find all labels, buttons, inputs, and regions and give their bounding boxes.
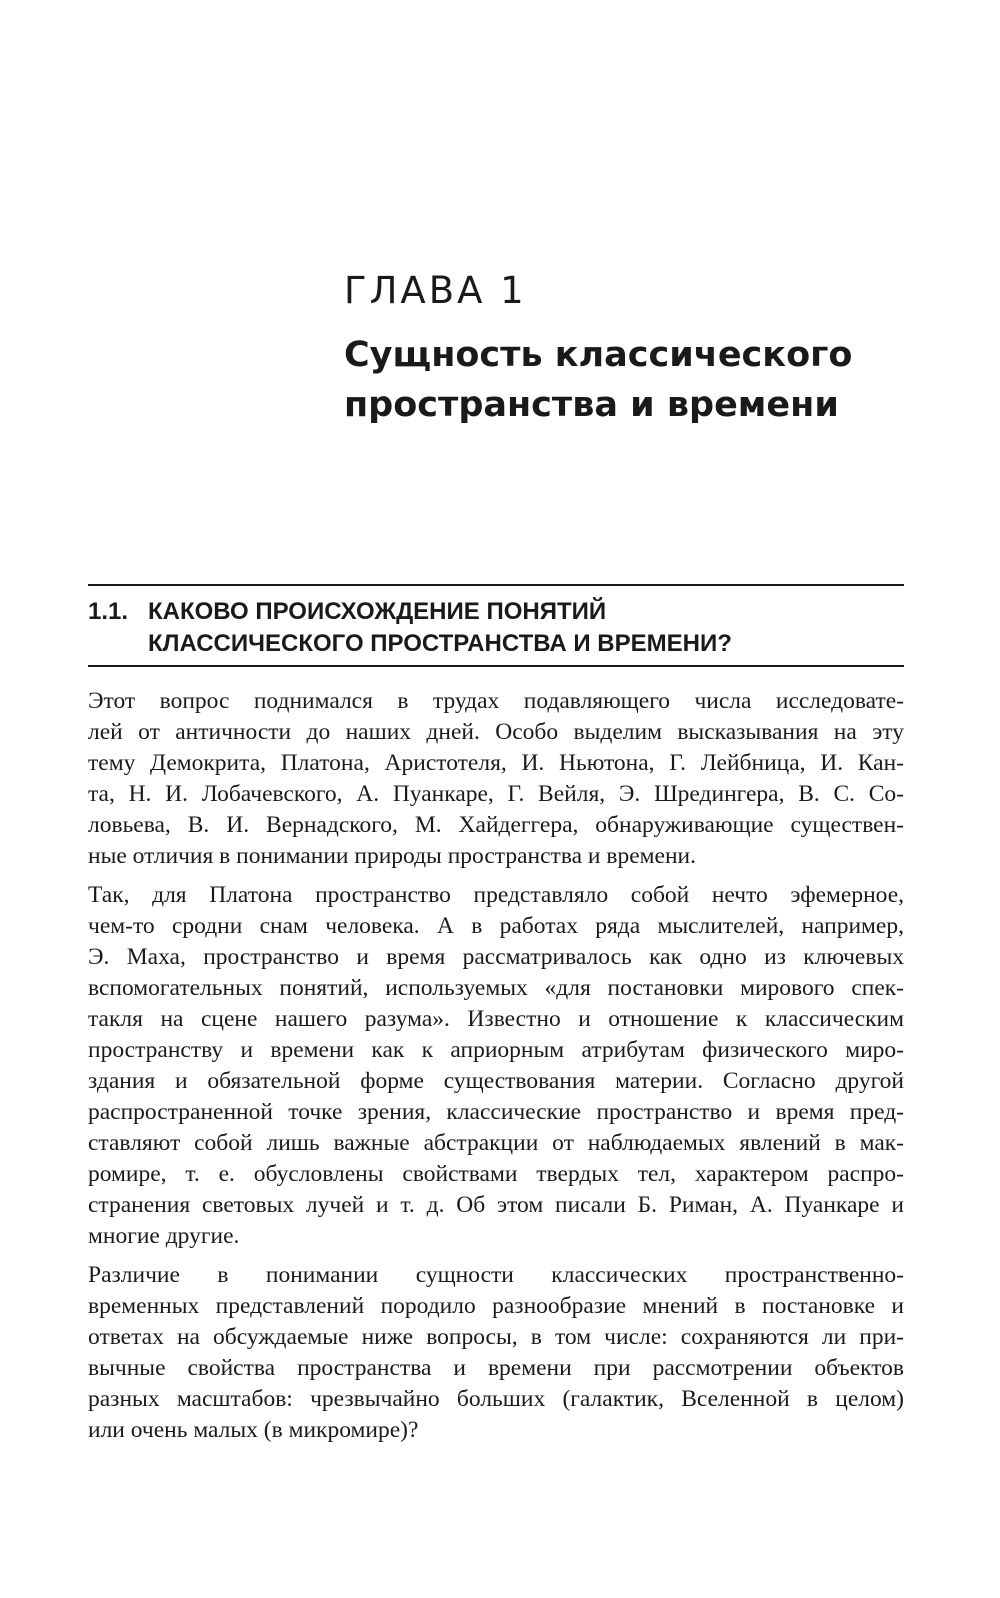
text-line: Различие в понимании сущности классических пространственно- (88, 1262, 904, 1288)
text-line: тему Демокрита, Платона, Аристотеля, И. Ньютона, Г. Лейбница, И. Кан- (88, 750, 904, 776)
chapter-title (344, 330, 964, 430)
text-line: чем-то сродни снам человека. А в работах ряда мыслителей, например, (88, 913, 904, 939)
text-line: Э. Маха, пространство и время рассматривалось как одно из ключевых (88, 944, 904, 970)
chapter-title-line: Сущность классического (344, 335, 853, 375)
chapter-title-line: пространства и времени (344, 385, 839, 425)
section-rule-bottom (88, 665, 904, 667)
chapter-label: ГЛАВА 1 (344, 269, 527, 312)
text-line: вычные свойства пространства и времени при рассмотрении объектов (88, 1355, 904, 1381)
text-line: многие другие. (88, 1223, 240, 1249)
text-line: странения световых лучей и т. д. Об этом писали Б. Риман, А. Пуанкаре и (88, 1192, 904, 1218)
section-title-line: КЛАССИЧЕСКОГО ПРОСТРАНСТВА И ВРЕМЕНИ? (148, 630, 732, 657)
section-heading (88, 596, 904, 660)
text-line: распространенной точке зрения, классические пространство и время пред- (88, 1099, 904, 1125)
text-line: такля на сцене нашего разума». Известно и отношение к классическим (88, 1006, 904, 1032)
text-line: ные отличия в понимании природы пространства и времени. (88, 843, 696, 869)
section-rule-top (88, 584, 904, 586)
text-line: ловьева, В. И. Вернадского, М. Хайдеггера, обнаруживающие существен- (88, 812, 904, 838)
text-line: ромире, т. е. обусловлены свойствами твердых тел, характером распро- (88, 1161, 904, 1187)
paragraph (88, 1260, 904, 1446)
text-line: или очень малых (в микромире)? (88, 1417, 419, 1443)
body-text (88, 686, 904, 1454)
text-line: ответах на обсуждаемые ниже вопросы, в том числе: сохраняются ли при- (88, 1324, 904, 1350)
text-line: та, Н. И. Лобачевского, А. Пуанкаре, Г. Вейля, Э. Шредингера, В. С. Со- (88, 781, 904, 807)
text-line: здания и обязательной форме существования материи. Согласно другой (88, 1068, 904, 1094)
text-line: разных масштабов: чрезвычайно больших (галактик, Вселенной в целом) (88, 1386, 904, 1412)
text-line: пространству и времени как к априорным атрибутам физического миро- (88, 1037, 904, 1063)
paragraph (88, 686, 904, 872)
section-number: 1.1. (88, 598, 129, 625)
text-line: лей от античности до наших дней. Особо выделим высказывания на эту (88, 719, 904, 745)
text-line: Этот вопрос поднимался в трудах подавляющего числа исследовате- (88, 688, 904, 714)
text-line: временных представлений породило разнообразие мнений в постановке и (88, 1293, 904, 1319)
paragraph (88, 880, 904, 1252)
section-title-line: КАКОВО ПРОИСХОЖДЕНИЕ ПОНЯТИЙ (148, 598, 607, 625)
text-line: вспомогательных понятий, используемых «для постановки мирового спек- (88, 975, 904, 1001)
text-line: Так, для Платона пространство представляло собой нечто эфемерное, (88, 882, 904, 908)
text-line: ставляют собой лишь важные абстракции от наблюдаемых явлений в мак- (88, 1130, 904, 1156)
